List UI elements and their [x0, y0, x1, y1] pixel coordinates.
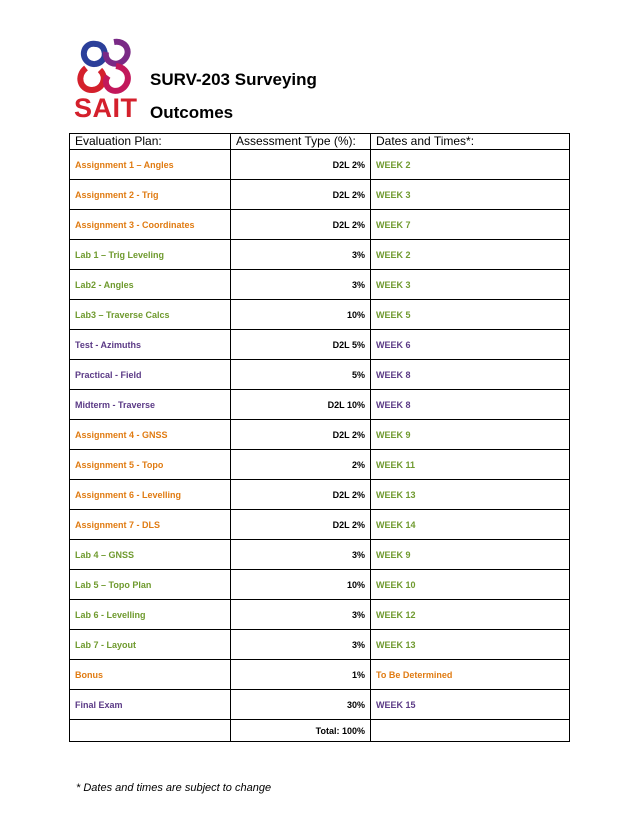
table-row	[70, 570, 570, 600]
column-header-assessment-type: Assessment Type (%):	[231, 134, 371, 150]
date-cell: WEEK 11	[371, 450, 570, 480]
table-row	[70, 330, 570, 360]
table-row	[70, 180, 570, 210]
date-cell: WEEK 13	[371, 630, 570, 660]
assessment-type-cell: 3%	[231, 630, 371, 660]
date-cell: WEEK 15	[371, 690, 570, 720]
table-row	[70, 210, 570, 240]
footnote: * Dates and times are subject to change	[76, 782, 272, 794]
assessment-type-cell: D2L 2%	[231, 480, 371, 510]
evaluation-name-cell: Final Exam	[70, 690, 231, 720]
table-row	[70, 240, 570, 270]
table-row	[70, 600, 570, 630]
page-title: SURV-203 Surveying	[150, 70, 317, 89]
date-cell: WEEK 14	[371, 510, 570, 540]
date-cell: WEEK 8	[371, 360, 570, 390]
table-row	[70, 270, 570, 300]
evaluation-name-cell: Lab 5 – Topo Plan	[70, 570, 231, 600]
assessment-type-cell: D2L 2%	[231, 510, 371, 540]
assessment-type-cell: 10%	[231, 300, 371, 330]
evaluation-name-cell: Bonus	[70, 660, 231, 690]
evaluation-name-cell: Midterm - Traverse	[70, 390, 231, 420]
date-cell: WEEK 12	[371, 600, 570, 630]
assessment-type-cell: 3%	[231, 540, 371, 570]
table-row	[70, 480, 570, 510]
date-cell: WEEK 2	[371, 240, 570, 270]
assessment-type-cell: 30%	[231, 690, 371, 720]
page-subtitle: Outcomes	[150, 103, 234, 122]
table-row	[70, 450, 570, 480]
table-header-row	[70, 134, 570, 150]
evaluation-name-cell: Lab 7 - Layout	[70, 630, 231, 660]
evaluation-name-cell: Assignment 6 - Levelling	[70, 480, 231, 510]
evaluation-name-cell: Practical - Field	[70, 360, 231, 390]
evaluation-name-cell: Lab3 – Traverse Calcs	[70, 300, 231, 330]
table-row	[70, 690, 570, 720]
evaluation-name-cell: Lab 6 - Levelling	[70, 600, 231, 630]
table-row	[70, 540, 570, 570]
table-row	[70, 150, 570, 180]
evaluation-name-cell: Assignment 3 - Coordinates	[70, 210, 231, 240]
evaluation-name-cell: Lab2 - Angles	[70, 270, 231, 300]
assessment-type-cell: 5%	[231, 360, 371, 390]
evaluation-name-cell: Lab 1 – Trig Leveling	[70, 240, 231, 270]
date-cell: WEEK 5	[371, 300, 570, 330]
table-row	[70, 630, 570, 660]
column-header-dates: Dates and Times*:	[371, 134, 570, 150]
total-empty-cell	[371, 720, 570, 742]
assessment-type-cell: 3%	[231, 240, 371, 270]
column-header-evaluation: Evaluation Plan:	[70, 134, 231, 150]
date-cell: WEEK 9	[371, 540, 570, 570]
assessment-type-cell: D2L 5%	[231, 330, 371, 360]
assessment-type-cell: D2L 2%	[231, 180, 371, 210]
assessment-type-cell: 3%	[231, 270, 371, 300]
evaluation-name-cell: Assignment 4 - GNSS	[70, 420, 231, 450]
evaluation-name-cell: Assignment 5 - Topo	[70, 450, 231, 480]
date-cell: WEEK 9	[371, 420, 570, 450]
assessment-type-cell: D2L 2%	[231, 210, 371, 240]
evaluation-table	[69, 133, 570, 742]
table-row	[70, 300, 570, 330]
table-row	[70, 660, 570, 690]
assessment-type-cell: D2L 2%	[231, 420, 371, 450]
date-cell: WEEK 2	[371, 150, 570, 180]
assessment-type-cell: D2L 2%	[231, 150, 371, 180]
date-cell: WEEK 7	[371, 210, 570, 240]
table-row	[70, 510, 570, 540]
date-cell: WEEK 10	[371, 570, 570, 600]
evaluation-name-cell: Assignment 2 - Trig	[70, 180, 231, 210]
date-cell: WEEK 3	[371, 270, 570, 300]
evaluation-name-cell: Assignment 7 - DLS	[70, 510, 231, 540]
evaluation-name-cell: Assignment 1 – Angles	[70, 150, 231, 180]
date-cell: WEEK 13	[371, 480, 570, 510]
total-cell: Total: 100%	[231, 720, 371, 742]
date-cell: WEEK 3	[371, 180, 570, 210]
assessment-type-cell: 3%	[231, 600, 371, 630]
logo-wordmark: SAIT	[74, 93, 138, 123]
table-row	[70, 390, 570, 420]
evaluation-name-cell: Test - Azimuths	[70, 330, 231, 360]
date-cell: WEEK 8	[371, 390, 570, 420]
date-cell: WEEK 6	[371, 330, 570, 360]
table-row	[70, 420, 570, 450]
assessment-type-cell: 10%	[231, 570, 371, 600]
assessment-type-cell: 1%	[231, 660, 371, 690]
total-empty-cell	[70, 720, 231, 742]
date-cell: To Be Determined	[371, 660, 570, 690]
evaluation-name-cell: Lab 4 – GNSS	[70, 540, 231, 570]
table-row	[70, 360, 570, 390]
assessment-type-cell: 2%	[231, 450, 371, 480]
total-row	[70, 720, 570, 742]
assessment-type-cell: D2L 10%	[231, 390, 371, 420]
